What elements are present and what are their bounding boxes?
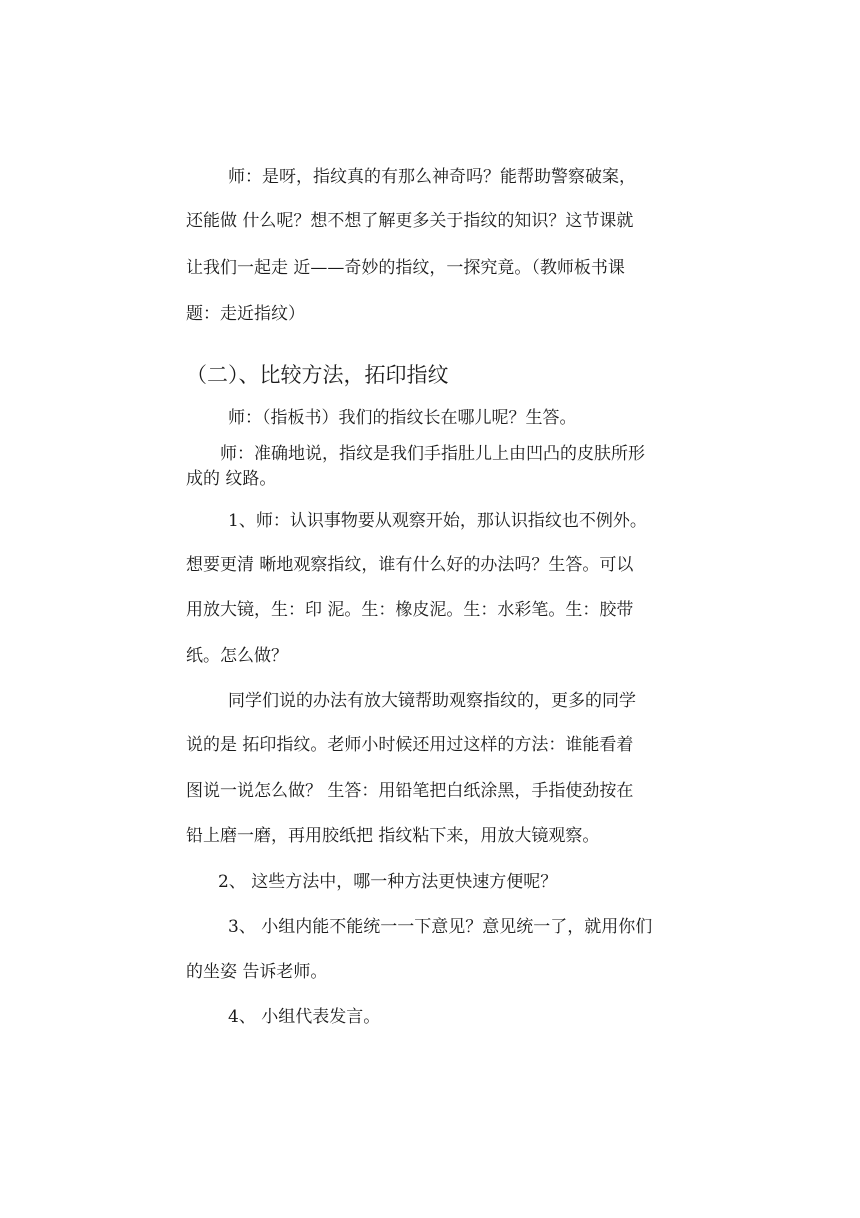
paragraph-3-line-1: 师：准确地说，指纹是我们手指肚儿上由凹凸的皮肤所形 bbox=[220, 444, 645, 464]
paragraph-5-line-3: 图说一说怎么做？ 生答：用铅笔把白纸涂黑，手指使劲按在 bbox=[186, 781, 634, 801]
paragraph-3-line-2: 成的 纹路。 bbox=[186, 469, 277, 489]
paragraph-1-line-2: 还能做 什么呢？想不想了解更多关于指纹的知识？这节课就 bbox=[186, 211, 634, 231]
paragraph-1-line-3: 让我们一起走 近——奇妙的指纹，一探究竟。（教师板书课 bbox=[186, 258, 625, 278]
paragraph-4-line-2: 想要更清 晰地观察指纹，谁有什么好的办法吗？生答。可以 bbox=[186, 555, 634, 575]
paragraph-1-line-4: 题：走近指纹） bbox=[186, 304, 305, 324]
section-heading: （二）、比较方法，拓印指纹 bbox=[186, 363, 449, 387]
paragraph-5-line-1: 同学们说的办法有放大镜帮助观察指纹的，更多的同学 bbox=[228, 691, 636, 711]
paragraph-7-line-1: 3、 小组内能不能统一一下意见？意见统一了，就用你们 bbox=[228, 917, 653, 937]
paragraph-7-line-2: 的坐姿 告诉老师。 bbox=[186, 962, 328, 982]
paragraph-4-line-3: 用放大镜，生：印 泥。生：橡皮泥。生：水彩笔。生：胶带 bbox=[186, 600, 634, 620]
paragraph-4-line-4: 纸。怎么做？ bbox=[186, 646, 288, 666]
paragraph-6-line-1: 2、 这些方法中，哪一种方法更快速方便呢？ bbox=[218, 872, 558, 892]
paragraph-4-line-1: 1、师：认识事物要从观察开始，那认识指纹也不例外。 bbox=[228, 511, 647, 531]
paragraph-8-line-1: 4、 小组代表发言。 bbox=[228, 1007, 381, 1027]
paragraph-1-line-1: 师：是呀，指纹真的有那么神奇吗？能帮助警察破案， bbox=[228, 167, 636, 187]
paragraph-5-line-4: 铅上磨一磨，再用胶纸把 指纹粘下来，用放大镜观察。 bbox=[186, 826, 600, 846]
paragraph-5-line-2: 说的是 拓印指纹。老师小时候还用过这样的方法：谁能看着 bbox=[186, 735, 634, 755]
paragraph-2-line-1: 师：（指板书）我们的指纹长在哪儿呢？生答。 bbox=[228, 408, 577, 428]
